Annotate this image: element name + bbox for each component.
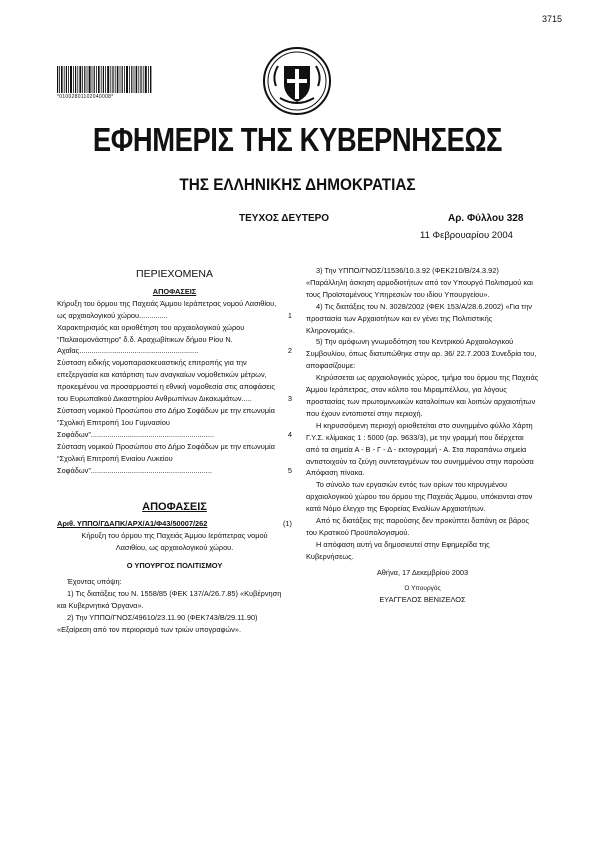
paragraph: Κηρύσσεται ως αρχαιολογικός χώρος, τμήμα του όρμου της Παχειάς Άμμου Ιεράπετρας, στον κόλπο του Μιραμπέλλου, για λόγους προστασίας των πρωτομινωικών καταλοίπων και λοιπών αρχαιοτήτων που έχουν εντοπιστεί στην περιοχή. (306, 373, 539, 418)
paragraph: 3) Την ΥΠΠΟ/ΓΝΟΣ/11536/10.3.92 (ΦΕΚ210/Β/24.3.92) «Παράλληλη άσκηση αρμοδιοτήτων από τον Υπουργό Πολιτισμού και τους Προϊσταμένους Υπηρεσιών του ιδίου Υπουργείου». (306, 266, 533, 299)
barcode-number: *01002801102040008* (57, 94, 114, 100)
toc-item: Χαρακτηρισμός και οριοθέτηση του αρχαιολογικού χώρου “Παλαιομονάστηρο” δ.δ. Αραχωβίτικων δήμου Ρίου Ν. Αχαΐας.......................................................... 2 (57, 322, 292, 356)
paragraph: Η απόφαση αυτή να δημοσιευτεί στην Εφημερίδα της Κυβερνήσεως. (306, 539, 490, 561)
minister-title: Ο ΥΠΟΥΡΓΟΣ ΠΟΛΙΤΙΣΜΟΥ (126, 561, 223, 571)
barcode (57, 66, 152, 93)
paragraph: 2) Την ΥΠΠΟ/ΓΝΟΣ/49610/23.11.90 (ΦΕΚ743/Β/29.11.90) «Εξαίρεση από τον περιορισμό των τριών υπογραφών». (57, 612, 258, 634)
decisions-title: ΑΠΟΦΑΣΕΙΣ (142, 501, 207, 514)
greek-coat-of-arms-emblem (262, 46, 332, 116)
contents-title: ΠΕΡΙΕΧΟΜΕΝΑ (135, 268, 214, 280)
left-column (57, 269, 292, 635)
contents-list (57, 298, 292, 477)
paragraph: 1) Τις διατάξεις του Ν. 1558/85 (ΦΕΚ 137/Α/26.7.85) «Κυβέρνηση και Κυβερνητικά Όργανα». (57, 588, 282, 610)
signature-name: ΕΥΑΓΓΕΛΟΣ ΒΕΝΙΖΕΛΟΣ (379, 595, 466, 605)
considering-label: Έχοντας υπόψη: (67, 576, 122, 586)
paragraph: 4) Τις διατάξεις του Ν. 3028/2002 (ΦΕΚ 153/Α/28.6.2002) «Για την προστασία των Αρχαιοτήτων και εν γένει της Πολιτιστικής Κληρονομιάς». (306, 301, 533, 335)
signature-date: Αθήνα, 17 Δεκεμβρίου 2003 (376, 567, 469, 577)
issue-date: 11 Φεβρουαρίου 2004 (420, 230, 513, 241)
paragraph: Το σύνολο των εργασιών εντός των ορίων του κηρυγμένου αρχαιολογικού χώρου του όρμου της Παχειάς Άμμου, υπόκεινται στον κατά Νόμο έλεγχο της Εφορείας Εναλίων Αρχαιοτήτων. (306, 480, 533, 514)
right-column (306, 265, 539, 606)
paragraph: 5) Την ομόφωνη γνωμοδότηση του Κεντρικού Αρχαιολογικού Συμβουλίου, όπως διατυπώθηκε στην αρ. 36/ 22.7.2003 Συνεδρία του, αποφασίζουμε: (306, 337, 537, 371)
sheet-number: Αρ. Φύλλου 328 (448, 213, 524, 224)
issue-label: ΤΕΥΧΟΣ ΔΕΥΤΕΡΟ (239, 213, 330, 224)
contents-section: ΑΠΟΦΑΣΕΙΣ (152, 286, 197, 296)
decision-heading: Κήρυξη του όρμου της Παχειάς Άμμου Ιεράπετρας νομού Λασιθίου, ως αρχαιολογικού χώρου. (81, 531, 268, 553)
toc-item: Κήρυξη του όρμου της Παχειάς Άμμου Ιεράπετρας νομού Λασιθίου, ως αρχαιολογικού χώρου.............. 1 (57, 298, 292, 320)
paragraph: Η κηρυσσόμενη περιοχή οριοθετείται στο συνημμένο φύλλο Χάρτη Γ.Υ.Σ. κλίμακας 1 : 5000 (αρ. 9633/3), με την γραμμή που διέρχεται από τα σημεία Α - Β - Γ - Δ - εκτογραμμή - Α. Στα παραπάνω σημεία αντιστοιχούν τα ζεύγη συντεταγμένων του συνημμένου στην παρούσα Απόφαση πίνακα. (306, 420, 534, 478)
page-number: 3715 (541, 14, 562, 24)
signature-role: Ο Υπουργός (404, 584, 441, 592)
paragraph: Από τις διατάξεις της παρούσης δεν προκύπτει δαπάνη σε βάρος του Κρατικού Προϋπολογισμού. (306, 516, 530, 537)
toc-item: Σύσταση νομικού Προσώπου στο Δήμο Σοφάδων με την επωνυμία “Σχολική Επιτροπή 1ου Γυμνασίου Σοφάδων”............................................................ 4 (57, 405, 292, 439)
toc-item: Σύσταση ειδικής νομοπαρασκευαστικής επιτροπής για την επεξεργασία και κατάρτιση των αναγκαίων νομοθετικών μέτρων, προκειμένου να προσαρμοστεί η εθνική νομοθεσία στις αποφάσεις του Ευρωπαϊκού Δικαστηρίου Ανθρωπίνων Δικαιωμάτων..... 3 (57, 358, 292, 404)
decision-reference: Αριθ. ΥΠΠΟ/ΓΔΑΠΚ/ΑΡΧ/Α1/Φ43/50007/262 (1) (57, 519, 292, 529)
toc-item: Σύσταση νομικού Προσώπου στο Δήμο Σοφάδων με την επωνυμία “Σχολική Επιτροπή Ενιαίου Λυκείου Σοφάδων”........................................................... 5 (57, 441, 292, 475)
gazette-subtitle: ΤΗΣ ΕΛΛΗΝΙΚΗΣ ΔΗΜΟΚΡΑΤΙΑΣ (179, 175, 416, 194)
gazette-title: ΕΦΗΜΕΡΙΣ ΤΗΣ ΚΥΒΕΡΝΗΣΕΩΣ (92, 121, 503, 158)
